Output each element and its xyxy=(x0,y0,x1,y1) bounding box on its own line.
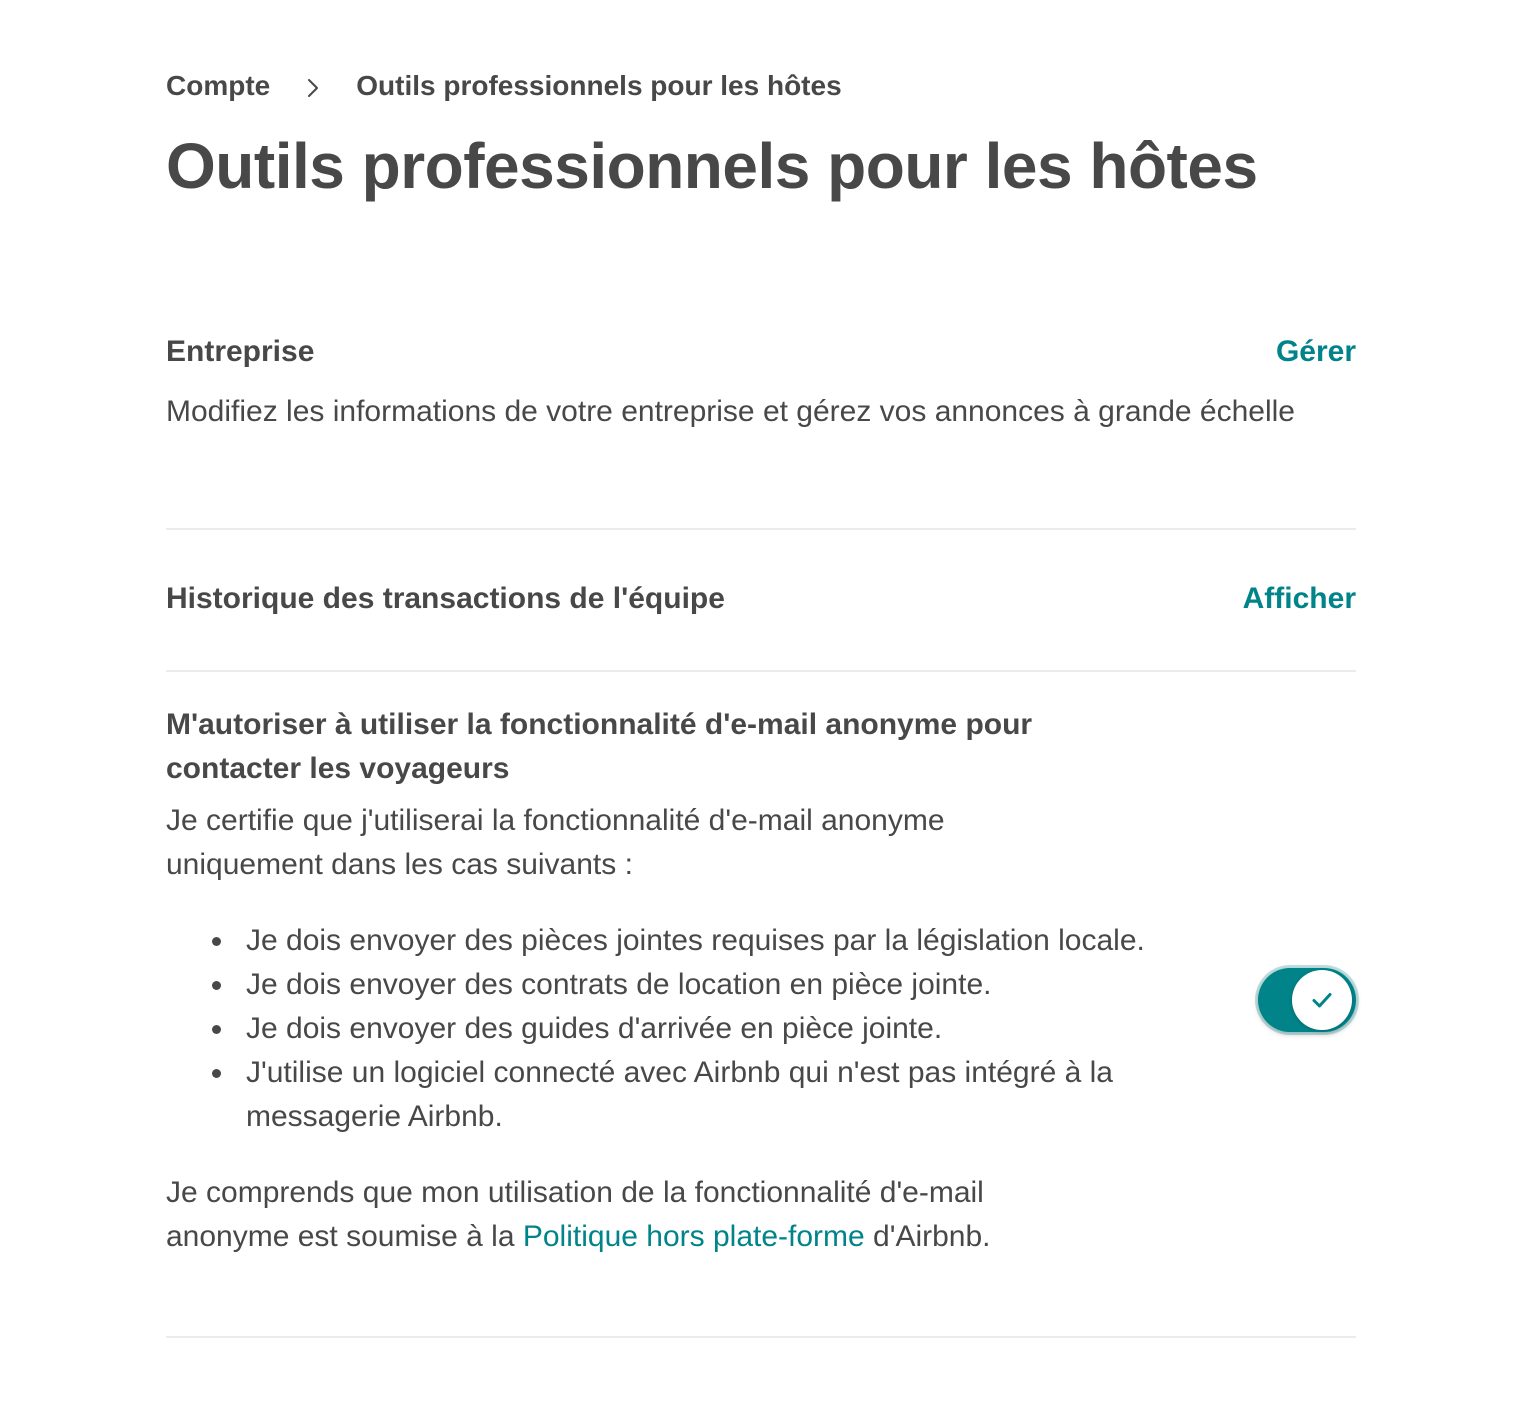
policy-notice-text-end: d'Airbnb. xyxy=(864,1220,991,1253)
anonymous-email-toggle[interactable] xyxy=(1258,968,1356,1032)
page-title: Outils professionnels pour les hôtes xyxy=(166,130,1258,202)
policy-notice-text: Je comprends que mon utilisation de la fonctionnalité d'e-mail anonyme est soumise à la xyxy=(166,1176,984,1253)
breadcrumb-current: Outils professionnels pour les hôtes xyxy=(356,70,842,101)
off-platform-policy-link[interactable]: Politique hors plate-forme xyxy=(522,1220,865,1253)
section-title-anonymous-email: M'autoriser à utiliser la fonctionnalité d'e-mail anonyme pour contacter les voyageurs xyxy=(166,708,1033,785)
bullet-dot xyxy=(212,937,221,946)
list-item xyxy=(166,919,1206,963)
chevron-right-icon xyxy=(270,70,356,102)
section-anonymous-email xyxy=(166,703,1356,1259)
section-title-team-history: Historique des transactions de l'équipe xyxy=(166,582,725,615)
list-item-text: J'utilise un logiciel connecté avec Airbnb qui n'est pas intégré à la messagerie Airbnb. xyxy=(246,1056,1113,1133)
manage-button[interactable]: Gérer xyxy=(1275,335,1356,368)
bullet-dot xyxy=(212,1069,221,1078)
section-desc-enterprise: Modifiez les informations de votre entreprise et gérez vos annonces à grande échelle xyxy=(166,395,1295,428)
divider xyxy=(166,670,1356,672)
bullet-dot xyxy=(212,981,221,990)
list-item xyxy=(166,1051,1206,1139)
list-item xyxy=(166,963,1206,1007)
breadcrumb-link-compte[interactable]: Compte xyxy=(166,70,271,101)
toggle-knob xyxy=(1292,970,1352,1030)
breadcrumb xyxy=(166,70,842,102)
view-button[interactable]: Afficher xyxy=(1242,582,1356,615)
divider xyxy=(166,1336,1356,1338)
checkmark-icon xyxy=(1310,988,1334,1012)
list-item-text: Je dois envoyer des contrats de location en pièce jointe. xyxy=(246,968,992,1001)
bullet-dot xyxy=(212,1025,221,1034)
section-title-enterprise: Entreprise xyxy=(166,335,315,368)
divider xyxy=(166,528,1356,530)
section-enterprise xyxy=(166,330,1356,434)
policy-notice xyxy=(166,1171,1096,1259)
list-item-text: Je dois envoyer des guides d'arrivée en pièce jointe. xyxy=(246,1012,943,1045)
list-item xyxy=(166,1007,1206,1051)
section-intro-anonymous-email: Je certifie que j'utiliserai la fonctionnalité d'e-mail anonyme uniquement dans les cas suivants : xyxy=(166,804,945,881)
conditions-list xyxy=(166,919,1206,1139)
section-team-history xyxy=(166,577,1356,621)
list-item-text: Je dois envoyer des pièces jointes requises par la législation locale. xyxy=(246,924,1145,957)
